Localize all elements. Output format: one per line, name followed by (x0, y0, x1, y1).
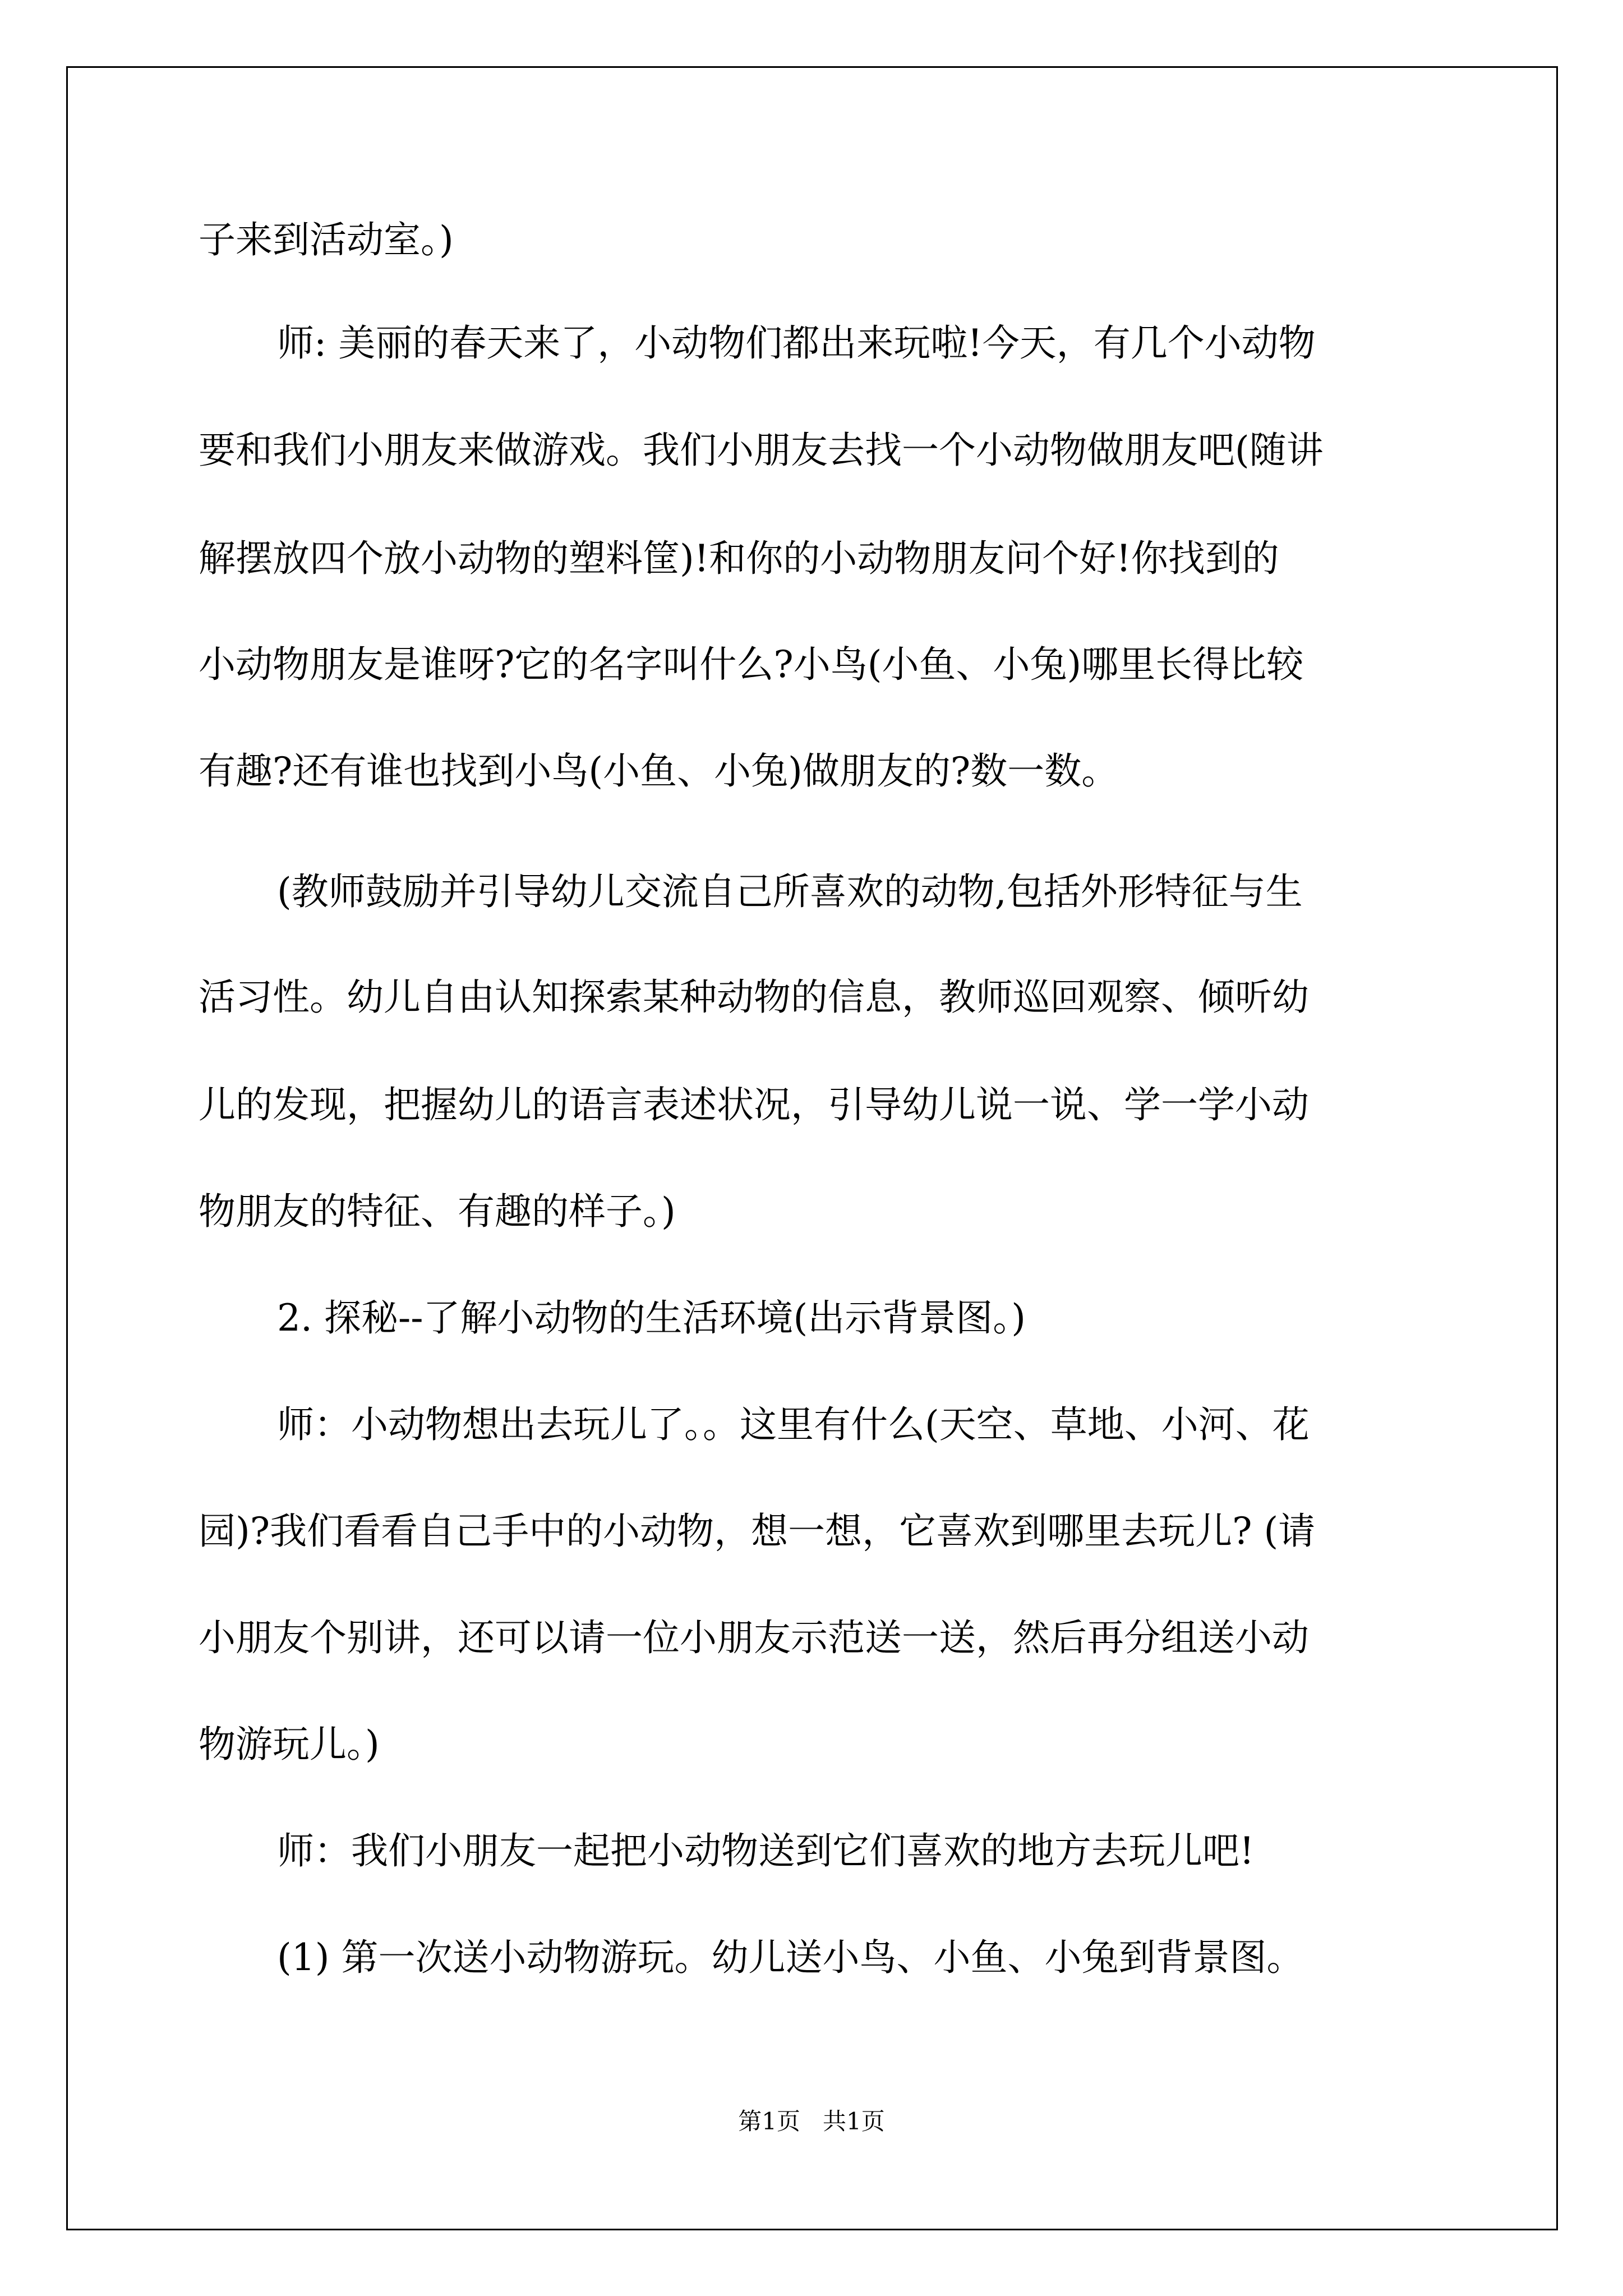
body-line-14: 小朋友个别讲，还可以请一位小朋友示范送一送，然后再分组送小动 (199, 1616, 1309, 1659)
body-line-9: 儿的发现，把握幼儿的语言表述状况，引导幼儿说一说、学一学小动 (199, 1083, 1309, 1126)
body-line-3: 要和我们小朋友来做游戏。我们小朋友去找一个小动物做朋友吧(随讲 (199, 429, 1324, 472)
body-line-1: 子来到活动室。) (199, 218, 454, 261)
body-line-10: 物朋友的特征、有趣的样子。) (199, 1190, 676, 1233)
body-line-7: (教师鼓励并引导幼儿交流自己所喜欢的动物,包括外形特征与生 (277, 870, 1303, 913)
body-line-17: (1) 第一次送小动物游玩。幼儿送小鸟、小鱼、小兔到背景图。 (277, 1936, 1304, 1979)
page-border (66, 66, 1558, 2230)
body-line-13: 园)?我们看看自己手中的小动物，想一想，它喜欢到哪里去玩儿? (请 (199, 1510, 1316, 1553)
body-line-8: 活习性。幼儿自由认知探索某种动物的信息，教师巡回观察、倾听幼 (199, 976, 1309, 1019)
body-line-15: 物游玩儿。) (199, 1723, 380, 1766)
body-line-12: 师：小动物想出去玩儿了。。这里有什么(天空、草地、小河、花 (277, 1403, 1310, 1446)
body-line-5: 小动物朋友是谁呀?它的名字叫什么?小鸟(小鱼、小兔)哪里长得比较 (199, 643, 1304, 686)
body-line-2: 师: 美丽的春天来了，小动物们都出来玩啦!今天，有几个小动物 (277, 321, 1316, 365)
body-line-16: 师：我们小朋友一起把小动物送到它们喜欢的地方去玩儿吧! (277, 1829, 1255, 1872)
page-number-footer: 第1页 共1页 (738, 2108, 885, 2135)
body-line-4: 解摆放四个放小动物的塑料筐)!和你的小动物朋友问个好!你找到的 (199, 537, 1279, 580)
body-line-6: 有趣?还有谁也找到小鸟(小鱼、小兔)做朋友的?数一数。 (199, 749, 1119, 793)
body-line-11: 2. 探秘--了解小动物的生活环境(出示背景图。) (277, 1296, 1026, 1340)
